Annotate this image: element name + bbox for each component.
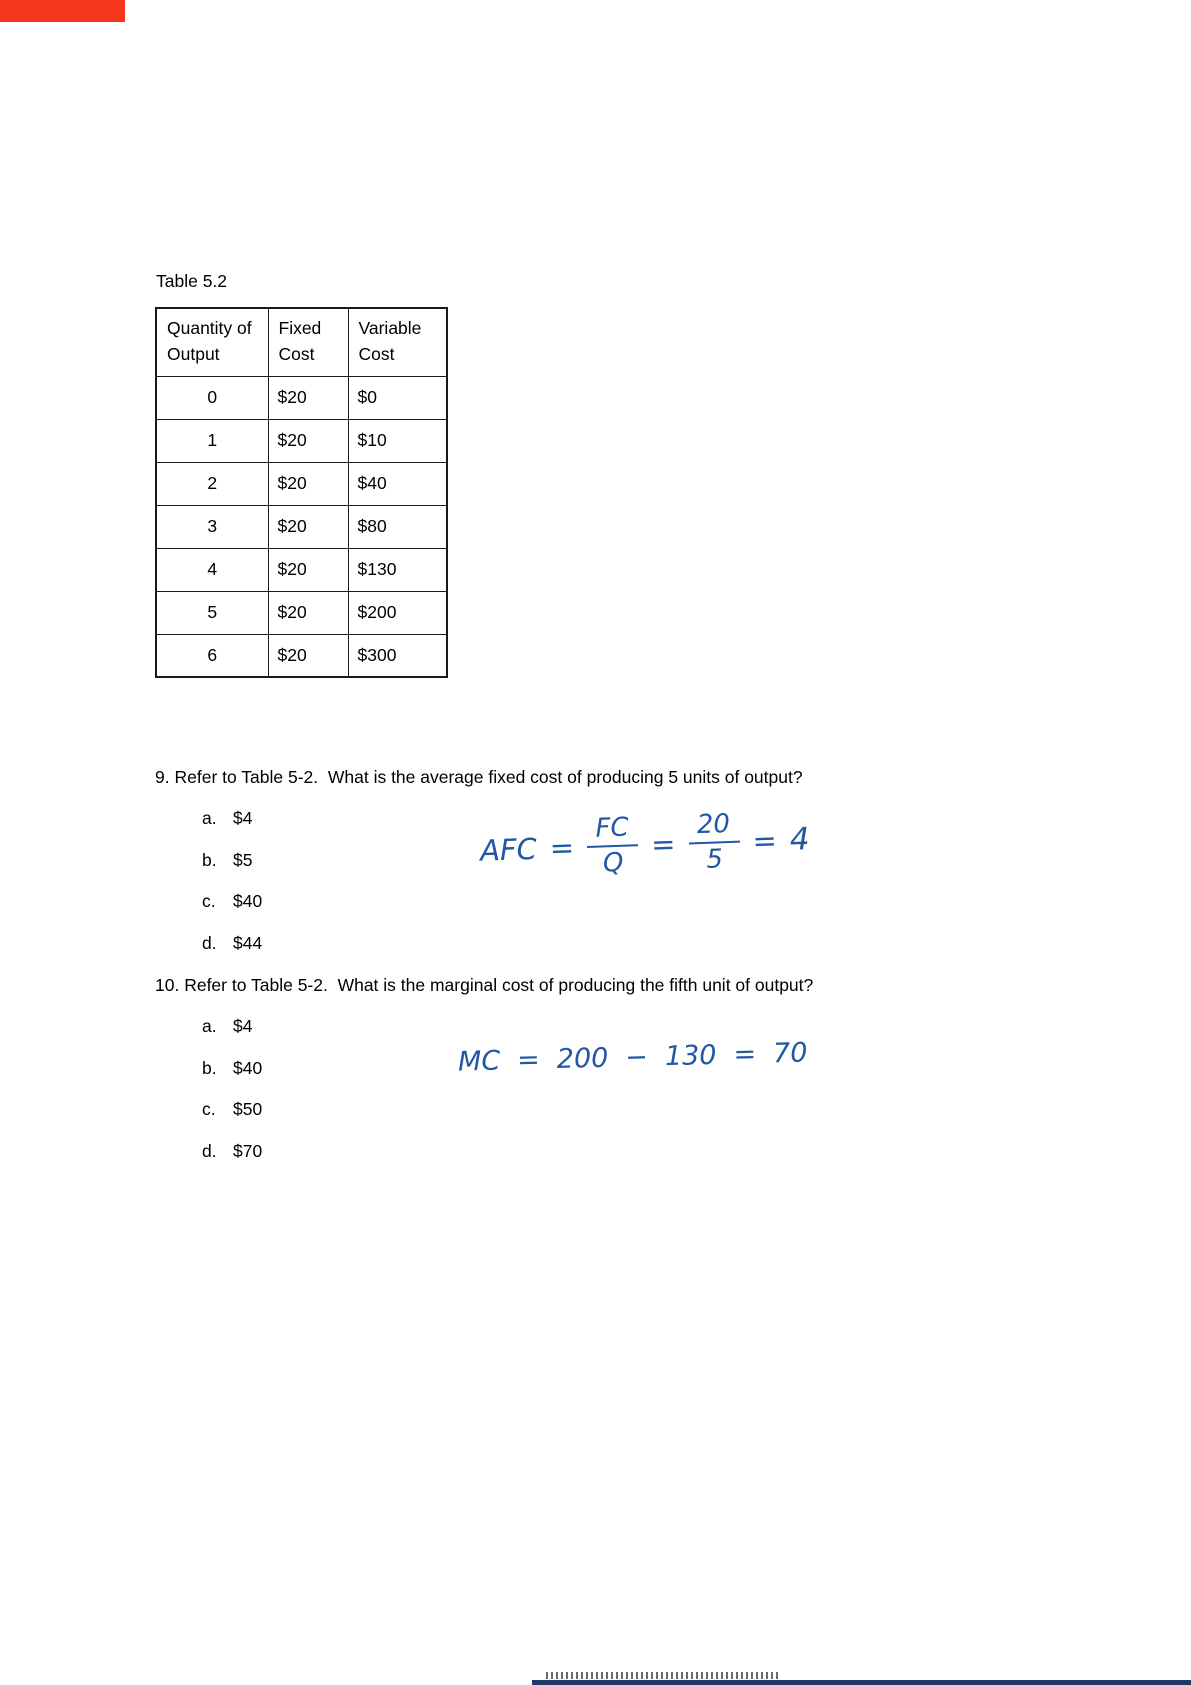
question-9-number: 9. (155, 767, 170, 787)
cell-fixed-cost: $20 (268, 376, 348, 419)
hw-fraction-20-over-5 (687, 811, 740, 875)
handwritten-mc-annotation (458, 1037, 808, 1077)
option-value: $70 (233, 1140, 263, 1161)
hw-mc-term1: 200 (556, 1042, 609, 1075)
cell-quantity: 4 (156, 548, 268, 591)
option-letter: d. (202, 1140, 217, 1161)
question-10-option-d (202, 1141, 262, 1183)
cell-variable-cost: $40 (348, 462, 447, 505)
cell-variable-cost: $10 (348, 419, 447, 462)
hw-mc-label: MC (457, 1045, 501, 1078)
table-caption: Table 5.2 (156, 271, 228, 291)
cell-variable-cost: $300 (348, 634, 447, 677)
top-red-bar (0, 0, 125, 22)
question-10-number: 10. (155, 975, 180, 995)
option-letter: a. (202, 1016, 217, 1036)
bottom-window-edge-bar (532, 1680, 1191, 1685)
hw-fraction-fc-over-q (586, 814, 639, 878)
hw-afc-label: AFC (479, 832, 538, 869)
option-value: $44 (233, 932, 263, 953)
cell-quantity: 5 (156, 591, 268, 634)
hw-fraction-numerator: FC (586, 814, 638, 848)
question-10-options (202, 1016, 262, 1182)
header-fixed-cost: Fixed Cost (268, 308, 348, 376)
option-letter: a. (202, 808, 217, 828)
hw-mc-result: 70 (772, 1037, 808, 1070)
question-10-option-a (202, 1016, 262, 1058)
table-row (156, 548, 447, 591)
table-row (156, 419, 447, 462)
option-value: $50 (233, 1099, 263, 1119)
question-9-options (202, 808, 262, 974)
option-value: $40 (233, 1057, 263, 1078)
question-9-option-d (202, 933, 262, 975)
hw-mc-term2: 130 (664, 1039, 717, 1073)
option-value: $5 (233, 849, 253, 870)
cell-fixed-cost: $20 (268, 505, 348, 548)
option-letter: c. (202, 1099, 216, 1119)
hw-afc-result: 4 (789, 821, 811, 859)
question-10-option-c (202, 1099, 262, 1141)
option-letter: b. (202, 849, 217, 870)
hw-equals-sign: = (516, 1044, 541, 1077)
option-letter: d. (202, 932, 217, 953)
cell-quantity: 6 (156, 634, 268, 677)
header-variable-cost: Variable Cost (348, 308, 447, 376)
hw-minus-sign: − (624, 1041, 649, 1074)
option-letter: c. (202, 891, 216, 911)
question-9-text (155, 767, 803, 788)
hw-equals-sign: = (733, 1038, 757, 1071)
hw-equals-sign: = (650, 827, 677, 863)
handwritten-afc-annotation (479, 808, 811, 882)
question-9-option-b (202, 850, 262, 892)
cell-variable-cost: $0 (348, 376, 447, 419)
illegible-footer-text (546, 1672, 778, 1679)
table-row (156, 634, 447, 677)
cell-quantity: 1 (156, 419, 268, 462)
hw-fraction-numerator: 20 (687, 811, 739, 845)
table-row (156, 505, 447, 548)
option-value: $4 (233, 808, 253, 828)
cell-variable-cost: $80 (348, 505, 447, 548)
question-9-option-a (202, 808, 262, 850)
cell-quantity: 3 (156, 505, 268, 548)
question-9-body: Refer to Table 5-2. What is the average fixed cost of producing 5 units of output? (174, 767, 803, 787)
question-10-text (155, 975, 813, 996)
cost-table (155, 307, 448, 678)
hw-equals-sign: = (549, 830, 575, 866)
header-quantity-of-output: Quantity of Output (156, 308, 268, 376)
option-letter: b. (202, 1057, 217, 1078)
question-10-option-b (202, 1058, 262, 1100)
cell-fixed-cost: $20 (268, 591, 348, 634)
question-10-body: Refer to Table 5-2. What is the marginal cost of producing the fifth unit of output? (184, 975, 814, 995)
table-row (156, 376, 447, 419)
cell-fixed-cost: $20 (268, 462, 348, 505)
table-header-row (156, 308, 447, 376)
cell-fixed-cost: $20 (268, 634, 348, 677)
hw-equals-sign: = (751, 823, 778, 859)
cell-quantity: 2 (156, 462, 268, 505)
question-9-option-c (202, 891, 262, 933)
option-value: $4 (233, 1016, 253, 1036)
table-row (156, 462, 447, 505)
hw-fraction-denominator: 5 (705, 844, 724, 876)
cell-fixed-cost: $20 (268, 548, 348, 591)
table-row (156, 591, 447, 634)
cell-quantity: 0 (156, 376, 268, 419)
cell-variable-cost: $130 (348, 548, 447, 591)
hw-fraction-denominator: Q (602, 848, 625, 879)
cell-variable-cost: $200 (348, 591, 447, 634)
cell-fixed-cost: $20 (268, 419, 348, 462)
option-value: $40 (233, 891, 263, 911)
